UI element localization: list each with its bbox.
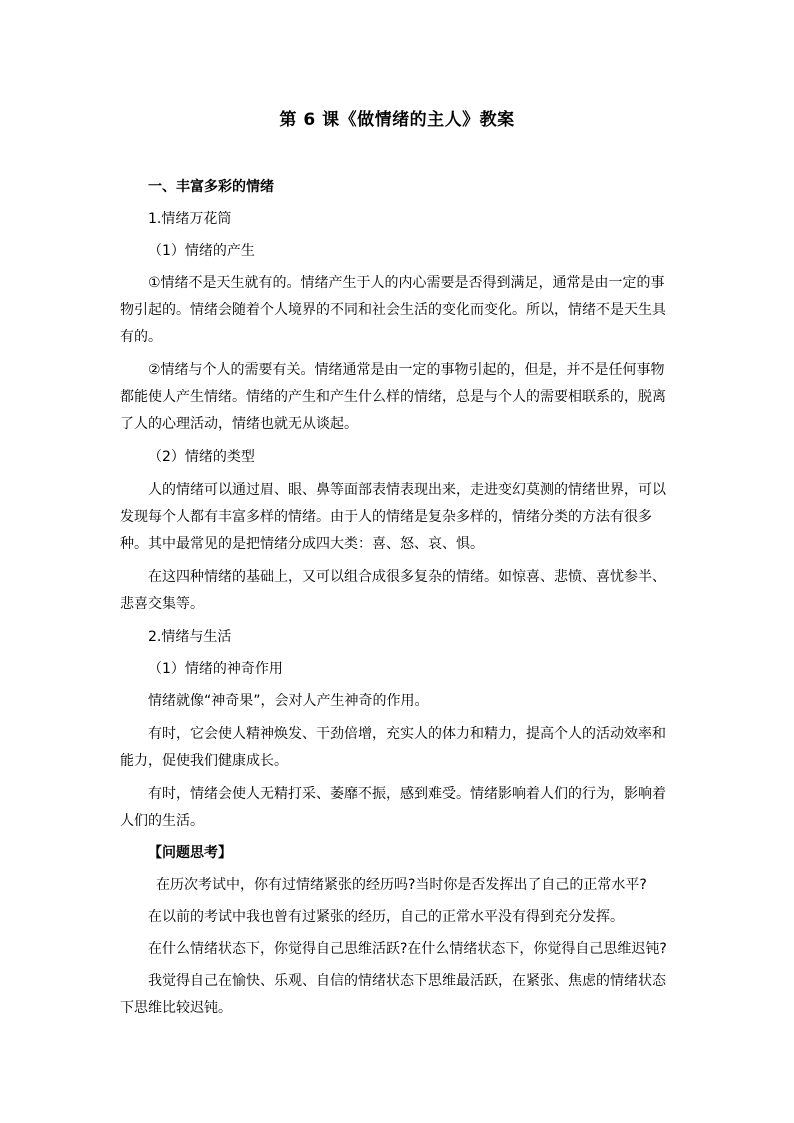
topic-heading: （1）情绪的产生 <box>148 243 255 259</box>
subsection-heading: 1.情绪万花筒 <box>148 211 232 227</box>
answer-text: 我觉得自己在愉快、乐观、自信的情绪状态下思维最活跃，在紧张、焦虑的情绪状态下思维比较迟钝。 <box>120 973 666 1016</box>
topic-heading: （1）情绪的神奇作用 <box>148 661 283 677</box>
document-body <box>120 174 676 1022</box>
body-paragraph: 有时，它会使人精神焕发、干劲倍增，充实人的体力和精力，提高个人的活动效率和能力，促使我们健康成长。 <box>120 726 666 769</box>
body-paragraph: 有时，情绪会使人无精打采、萎靡不振，感到难受。情绪影响着人们的行为，影响着人们的生活。 <box>120 786 666 829</box>
question-text: 在什么情绪状态下，你觉得自己思维活跃?在什么情绪状态下，你觉得自己思维迟钝? <box>148 941 667 957</box>
section-heading: 一、丰富多彩的情绪 <box>148 179 274 195</box>
body-paragraph: ①情绪不是天生就有的。情绪产生于人的内心需要是否得到满足，通常是由一定的事物引起的。情绪会随着个人境界的不同和社会生活的变化而变化。所以，情绪不是天生具有的。 <box>120 275 666 345</box>
subsection-heading: 2.情绪与生活 <box>148 629 232 645</box>
question-heading: 【问题思考】 <box>148 845 232 861</box>
body-paragraph: ②情绪与个人的需要有关。情绪通常是由一定的事物引起的，但是，并不是任何事物都能使人产生情绪。情绪的产生和产生什么样的情绪，总是与个人的需要相联系的，脱离了人的心理活动，情绪也就无从谈起。 <box>120 362 666 432</box>
document-title: 第 6 课《做情绪的主人》教案 <box>279 110 515 130</box>
question-text: 在历次考试中，你有过情绪紧张的经历吗?当时你是否发挥出了自己的正常水平? <box>156 877 647 893</box>
topic-heading: （2）情绪的类型 <box>148 449 255 465</box>
body-paragraph: 在这四种情绪的基础上，又可以组合成很多复杂的情绪。如惊喜、悲愤、喜忧参半、悲喜交集等。 <box>120 569 666 612</box>
body-paragraph: 情绪就像“神奇果”，会对人产生神奇的作用。 <box>148 693 429 709</box>
body-paragraph: 人的情绪可以通过眉、眼、鼻等面部表情表现出来，走进变幻莫测的情绪世界，可以发现每个人都有丰富多样的情绪。由于人的情绪是复杂多样的，情绪分类的方法有很多种。其中最常见的是把情绪分成四大类：喜、怒、哀、惧。 <box>120 482 666 552</box>
answer-text: 在以前的考试中我也曾有过紧张的经历，自己的正常水平没有得到充分发挥。 <box>148 909 624 925</box>
